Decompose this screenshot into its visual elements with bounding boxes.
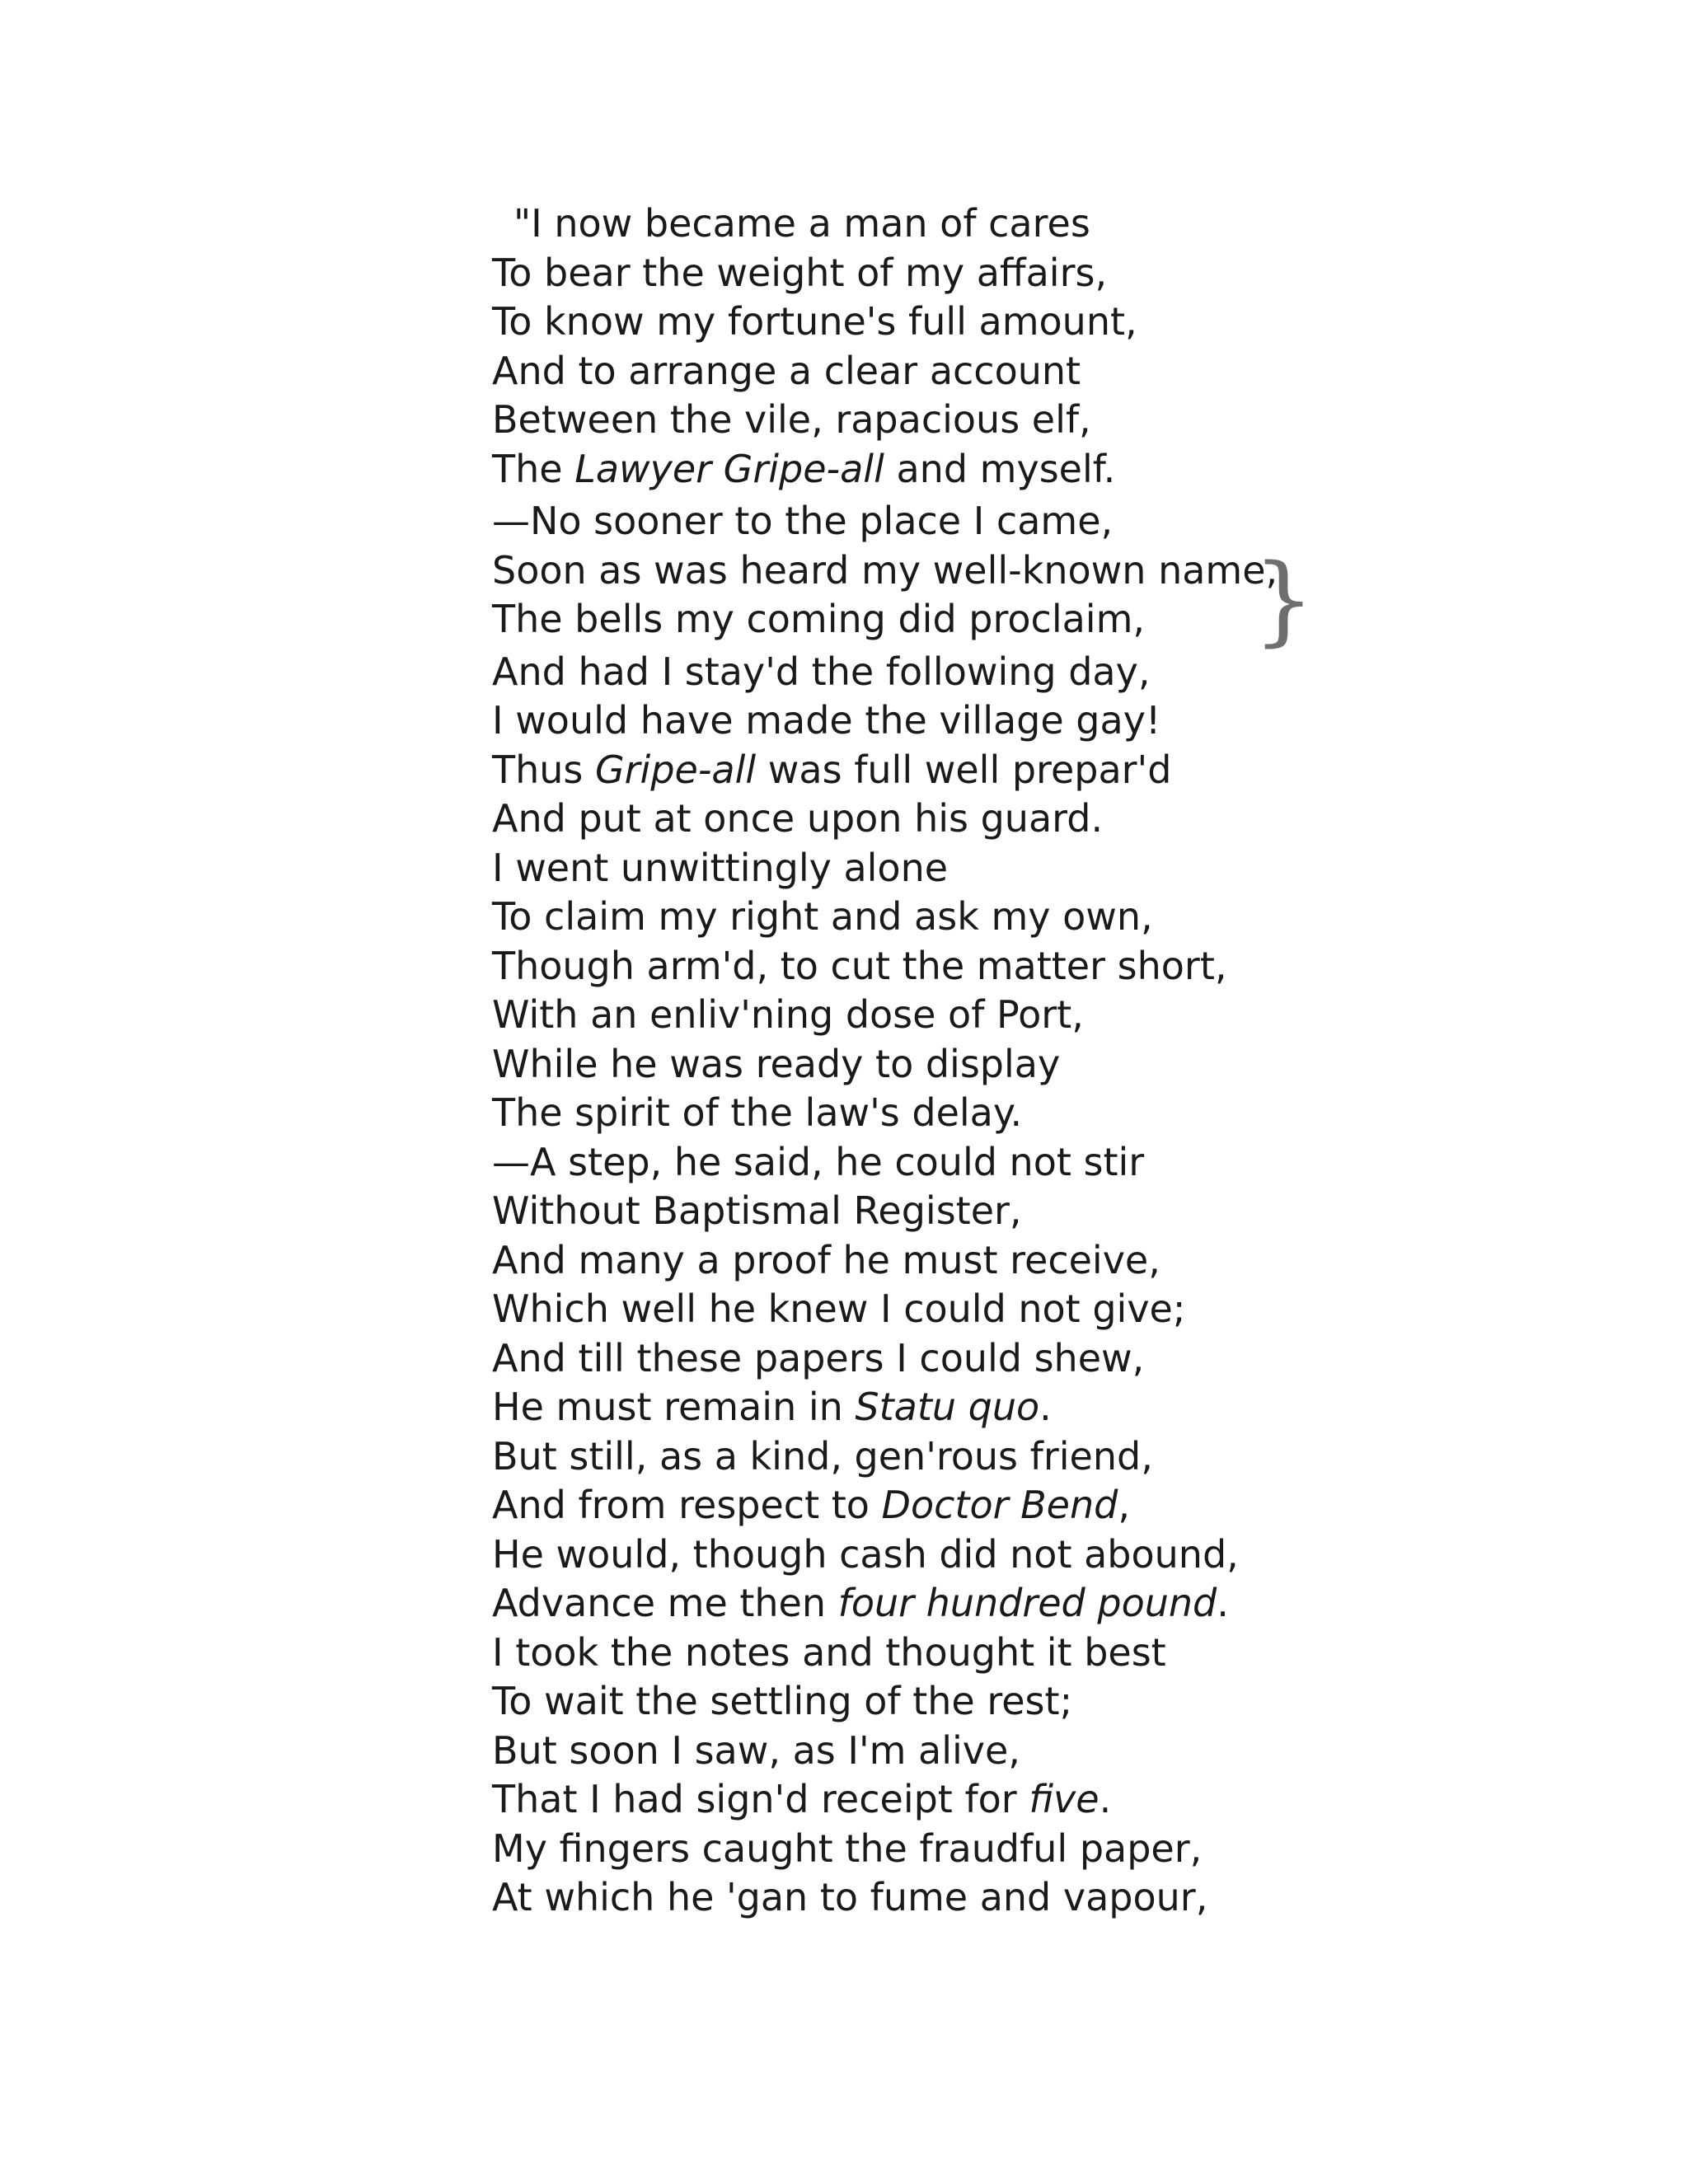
- line-text: While he was ready to display: [492, 1041, 1061, 1086]
- poem-line: [492, 696, 1399, 746]
- italic-phrase: Doctor Bend: [881, 1483, 1118, 1527]
- line-text: .: [1099, 1777, 1112, 1821]
- line-text: But still, as a kind, gen'rous friend,: [492, 1433, 1153, 1479]
- line-text: was full well prepar'd: [756, 747, 1172, 792]
- line-text: To bear the weight of my affairs,: [492, 250, 1108, 295]
- poem-line: [492, 1187, 1399, 1236]
- poem-line: [492, 1334, 1399, 1384]
- poem-line: [492, 1579, 1399, 1629]
- poem-line: [492, 1775, 1399, 1825]
- line-text: Which well he knew I could not give;: [492, 1286, 1186, 1331]
- poem-line: [492, 1825, 1399, 1874]
- poem-line: [492, 1873, 1399, 1923]
- line-text: Without Baptismal Register,: [492, 1188, 1022, 1233]
- line-text: —A step, he said, he could not stir: [492, 1139, 1145, 1184]
- line-text: And many a proof he must receive,: [492, 1237, 1160, 1282]
- line-text: .: [1217, 1581, 1229, 1625]
- line-text: And from respect to: [492, 1483, 882, 1527]
- poem-line: [492, 991, 1399, 1040]
- poem-line: [492, 1285, 1399, 1334]
- line-text: He must remain in: [492, 1385, 856, 1429]
- line-text: But soon I saw, as I'm alive,: [492, 1727, 1020, 1773]
- line-text: Soon as was heard my well-known name,: [492, 547, 1278, 593]
- italic-phrase: Gripe-all: [595, 747, 757, 792]
- poem-line: [492, 1629, 1399, 1678]
- line-text: The bells my coming did proclaim,: [492, 597, 1145, 641]
- poem-line: [492, 942, 1399, 991]
- line-text: To know my fortune's full amount,: [492, 299, 1137, 344]
- line-text: He would, though cash did not abound,: [492, 1531, 1239, 1577]
- line-text: Thus: [492, 747, 595, 792]
- italic-phrase: five: [1029, 1777, 1100, 1821]
- poem-line: [492, 396, 1399, 445]
- line-text: I went unwittingly alone: [492, 845, 949, 890]
- line-text: To claim my right and ask my own,: [492, 894, 1153, 939]
- line-text: I would have made the village gay!: [492, 698, 1161, 743]
- line-text: At which he 'gan to fume and vapour,: [492, 1875, 1208, 1919]
- poem-line: [492, 1530, 1399, 1580]
- poem-line: [492, 199, 1399, 249]
- line-text: The: [492, 446, 575, 491]
- italic-phrase: Statu quo: [855, 1385, 1040, 1429]
- line-text: And till these papers I could shew,: [492, 1335, 1145, 1380]
- line-text: ,: [1118, 1483, 1130, 1527]
- line-text: And put at once upon his guard.: [492, 796, 1104, 841]
- poem-stanza: [492, 199, 1399, 1923]
- line-text: Though arm'd, to cut the matter short,: [492, 943, 1227, 988]
- poem-line: [492, 298, 1399, 347]
- poem-line: [492, 794, 1399, 844]
- poem-line: [492, 1727, 1399, 1776]
- line-text: I took the notes and thought it best: [492, 1629, 1166, 1675]
- poem-line: [492, 1040, 1399, 1090]
- poem-line: [492, 1089, 1399, 1138]
- poem-line: [492, 844, 1399, 893]
- poem-line: [492, 893, 1399, 942]
- line-text: Advance me then: [492, 1581, 838, 1625]
- poem-line: [492, 746, 1399, 795]
- line-text: —No sooner to the place I came,: [492, 499, 1114, 543]
- poem-line: [492, 1481, 1399, 1530]
- italic-phrase: four hundred pound: [837, 1581, 1217, 1625]
- line-text: and myself.: [884, 446, 1116, 491]
- line-text: "I now became a man of cares: [513, 201, 1090, 246]
- line-text: .: [1039, 1385, 1052, 1429]
- line-text: And had I stay'd the following day,: [492, 649, 1151, 694]
- poem-line: [492, 1138, 1399, 1188]
- poem-line: [492, 1432, 1399, 1482]
- line-text: Between the vile, rapacious elf,: [492, 397, 1091, 442]
- poem-line: [492, 347, 1399, 396]
- triplet-brace: }: [1253, 542, 1315, 656]
- poem-line: [492, 1236, 1399, 1286]
- poem-line: [492, 249, 1399, 298]
- poem-line: [492, 1677, 1399, 1727]
- poem-line: [492, 497, 1399, 546]
- line-text: With an enliv'ning dose of Port,: [492, 992, 1084, 1037]
- poem-line: [492, 445, 1399, 494]
- line-text: The spirit of the law's delay.: [492, 1090, 1023, 1135]
- line-text: And to arrange a clear account: [492, 348, 1081, 393]
- line-text: That I had sign'd receipt for: [492, 1777, 1029, 1821]
- line-text: To wait the settling of the rest;: [492, 1679, 1073, 1723]
- line-text: My fingers caught the fraudful paper,: [492, 1825, 1203, 1871]
- poem-line: [492, 1383, 1399, 1432]
- italic-phrase: Lawyer Gripe-all: [574, 446, 884, 491]
